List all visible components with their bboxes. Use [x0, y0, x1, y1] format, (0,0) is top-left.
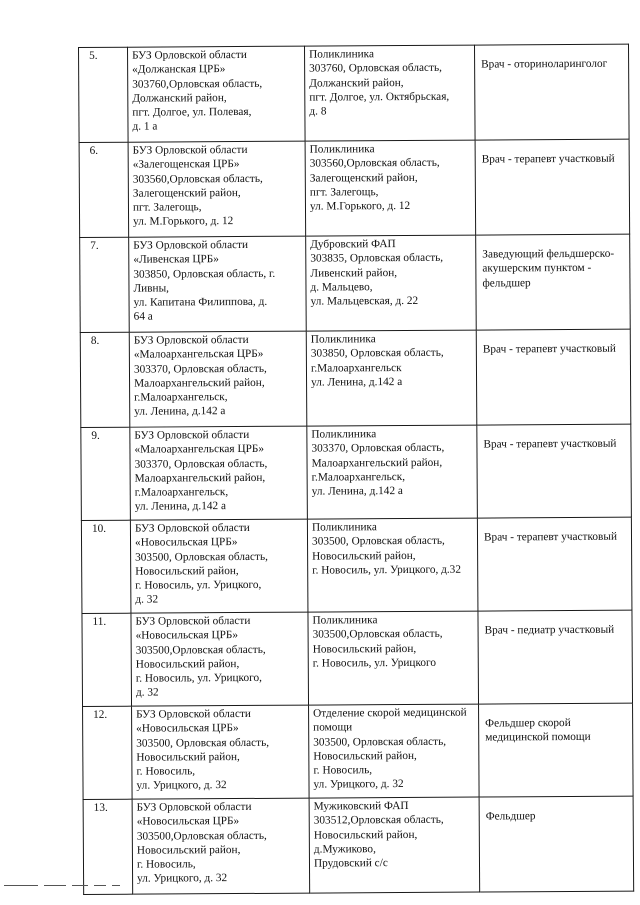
workplace-cell [308, 611, 479, 705]
workplace-line: 303500, Орловская область, [311, 535, 445, 548]
workplace-line: Новосильский район, [312, 549, 416, 563]
workplace-line: пгт. Залегощь, [309, 186, 379, 199]
organization-cell [130, 426, 308, 520]
organization-line: 303850, Орловская область, г. [133, 267, 276, 281]
vacancy-table-body [79, 44, 634, 894]
workplace-line: Дубровский ФАП [310, 238, 396, 251]
organization-cell [132, 705, 310, 799]
table-row [83, 796, 634, 894]
workplace-cell [304, 45, 475, 141]
workplace-line: д. Мальцево, [310, 281, 373, 294]
organization-line: г.Малоархангельск, [134, 391, 228, 404]
organization-line: ул. Урицкого, д. 32 [137, 872, 228, 886]
organization-line: Новосильский район, [136, 750, 240, 764]
organization-line: ул. Урицкого, д. 32 [136, 779, 227, 793]
organization-line: «Новосильская ЦРБ» [135, 629, 239, 642]
workplace-line: помощи [313, 721, 353, 734]
position-line: Врач - педиатр участковый [484, 623, 615, 637]
organization-line: БУЗ Орловской области [134, 521, 250, 535]
organization-line: Малоархангельский район, [134, 471, 266, 485]
workplace-line: г.Малоархангельск [310, 361, 402, 375]
workplace-line: Поликлиника [309, 48, 375, 61]
organization-line: Ливны, [133, 282, 170, 295]
position-line: Врач - оториноларинголог [481, 57, 608, 71]
row-number: 12. [83, 706, 133, 799]
position-line: фельдшер [482, 276, 531, 290]
organization-line: БУЗ Орловской области [136, 707, 251, 721]
workplace-cell [309, 704, 480, 798]
workplace-line: 303850, Орловская область, [310, 347, 444, 360]
scan-footer-mark [4, 884, 164, 888]
organization-line: г. Новосиль, ул. Урицкого, [135, 579, 262, 592]
workplace-line: 303370, Орловская область, [311, 442, 445, 455]
workplace-line: ул. Ленина, д.142 а [311, 375, 403, 389]
workplace-line: ул. М.Горького, д. 12 [309, 200, 411, 213]
organization-cell [128, 46, 306, 142]
workplace-line: 303512,Орловская область, [313, 814, 444, 827]
workplace-line: Отделение скорой медицинской [313, 706, 467, 720]
row-number: 9. [81, 427, 131, 520]
vacancy-table [78, 44, 634, 895]
organization-line: «Малоархангельская ЦРБ» [134, 443, 265, 456]
organization-line: БУЗ Орловской области [136, 800, 252, 814]
organization-line: Новосильский район, [136, 843, 241, 857]
position-line: Заведующий фельдшерско- [482, 247, 615, 261]
organization-line: г. Новосиль, [136, 765, 196, 778]
position-cell [477, 424, 632, 518]
table-row [80, 234, 631, 332]
organization-cell [129, 236, 307, 332]
organization-line: «Ливенская ЦРБ» [133, 253, 219, 266]
workplace-line: г. Новосиль, ул. Урицкого, д.32 [312, 563, 462, 577]
organization-line: 303500,Орловская область, [135, 643, 266, 657]
workplace-line: Поликлиника [310, 333, 376, 346]
table-row [81, 517, 632, 613]
position-line: Врач - терапевт участковый [483, 530, 618, 544]
organization-line: «Новосильская ЦРБ» [134, 536, 238, 549]
workplace-line: Новосильский район, [313, 828, 418, 842]
organization-line: Должанский район, [132, 91, 227, 105]
organization-line: г. Новосиль, [136, 858, 196, 871]
organization-line: Новосильский район, [135, 657, 240, 671]
position-line: акушерским пунктом - [482, 262, 592, 275]
organization-line: 303760,Орловская область, [132, 77, 263, 91]
organization-line: БУЗ Орловской области [132, 48, 247, 62]
row-number: 11. [82, 613, 132, 706]
position-line: Врач - терапевт участковый [482, 342, 616, 356]
position-cell [474, 44, 629, 140]
organization-line: ул. Ленина, д.142 а [134, 500, 227, 514]
table-row [79, 139, 630, 237]
workplace-line: г. Новосиль, ул. Урицкого [312, 656, 437, 670]
workplace-line: Ливенский район, [310, 266, 398, 280]
row-number: 5. [79, 47, 129, 142]
position-line: медицинской помощи [485, 731, 591, 744]
organization-line: 303500, Орловская область, [136, 736, 270, 750]
organization-line: пгт. Долгое, ул. Полевая, [132, 106, 252, 119]
workplace-line: 303760, Орловская область, [309, 62, 442, 75]
organization-line: 64 а [133, 311, 153, 324]
organization-line: БУЗ Орловской области [132, 143, 248, 157]
position-cell [479, 796, 634, 892]
organization-cell [131, 612, 309, 706]
workplace-line: ул. Ленина, д.142 а [311, 485, 403, 498]
position-line: Фельдшер скорой [485, 717, 571, 730]
workplace-line: Прудовский с/с [313, 857, 388, 870]
workplace-line: г.Малоархангельск, [311, 470, 406, 484]
workplace-line: 303835, Орловская область, [310, 252, 444, 265]
organization-line: Малоархангельский район, [134, 376, 265, 390]
workplace-line: Поликлиника [312, 614, 378, 627]
workplace-line: Поликлиника [309, 143, 375, 156]
workplace-line: пгт. Долгое, ул. Октябрьская, [309, 90, 450, 104]
workplace-line: ул. Мальцевская, д. 22 [310, 295, 419, 308]
organization-line: БУЗ Орловской области [133, 333, 249, 347]
table-row [81, 424, 632, 520]
position-cell [479, 703, 634, 797]
organization-line: БУЗ Орловской области [134, 428, 250, 442]
row-number: 6. [79, 142, 129, 237]
row-number: 8. [80, 332, 130, 427]
workplace-line: Поликлиника [311, 428, 377, 441]
position-cell [475, 139, 630, 235]
workplace-cell [306, 235, 477, 331]
organization-line: ул. Капитана Филиппова, д. [133, 296, 268, 309]
organization-line: «Малоархангельская ЦРБ» [133, 348, 264, 361]
workplace-line: Новосильский район, [312, 642, 417, 656]
workplace-cell [305, 140, 476, 236]
workplace-line: д. 8 [309, 105, 327, 118]
organization-line: «Должанская ЦРБ» [132, 63, 226, 76]
workplace-line: Должанский район, [309, 76, 404, 90]
workplace-line: 303500,Орловская область, [312, 628, 443, 641]
position-line: Врач - терапевт участковый [481, 152, 615, 166]
organization-cell [132, 798, 310, 894]
position-cell [478, 610, 633, 704]
position-cell [476, 329, 631, 425]
organization-line: 303500,Орловская область, [136, 829, 267, 843]
workplace-line: 303500, Орловская область, [313, 735, 447, 749]
row-number: 7. [80, 237, 130, 332]
organization-line: Залегощенский район, [132, 186, 241, 200]
organization-line: БУЗ Орловской области [133, 238, 249, 252]
organization-line: д. 32 [135, 594, 159, 607]
organization-line: «Новосильская ЦРБ» [136, 815, 240, 828]
workplace-line: 303560,Орловская область, [309, 157, 440, 170]
organization-line: пгт. Залегощь, [132, 201, 202, 214]
row-number: 10. [81, 520, 131, 613]
organization-line: д. 1 а [132, 121, 158, 134]
organization-line: 303370, Орловская область, [133, 362, 267, 376]
organization-line: 303370, Орловская область, [134, 457, 268, 471]
organization-cell [130, 519, 308, 613]
organization-cell [128, 141, 306, 237]
organization-line: «Новосильская ЦРБ» [136, 722, 239, 735]
organization-line: г.Малоархангельск, [134, 486, 229, 499]
workplace-line: Залегощенский район, [309, 171, 418, 185]
organization-line: д. 32 [135, 687, 159, 700]
organization-line: ул. Ленина, д.142 а [134, 405, 226, 419]
row-number: 13. [83, 799, 133, 894]
workplace-line: Новосильский район, [313, 749, 417, 763]
workplace-line: Малоархангельский район, [311, 456, 443, 470]
workplace-line: Мужиковский ФАП [313, 799, 409, 813]
workplace-line: г. Новосиль, [313, 764, 373, 777]
workplace-cell [307, 425, 478, 519]
organization-line: г. Новосиль, ул. Урицкого, [135, 672, 262, 685]
position-line: Фельдшер [485, 810, 536, 823]
table-row [82, 610, 633, 706]
organization-line: БУЗ Орловской области [135, 614, 251, 628]
organization-line: «Залегощенская ЦРБ» [132, 158, 240, 171]
table-row [83, 703, 634, 799]
table-row [80, 329, 631, 427]
table-row [79, 44, 630, 142]
workplace-line: д.Мужиково, [313, 843, 376, 856]
workplace-cell [306, 330, 477, 426]
position-cell [477, 517, 632, 611]
organization-line: 303560,Орловская область, [132, 172, 263, 186]
organization-line: Новосильский район, [135, 564, 239, 578]
workplace-cell [309, 797, 480, 893]
workplace-line: Поликлиника [311, 521, 377, 534]
organization-line: 303500, Орловская область, [135, 550, 268, 564]
position-line: Врач - терапевт участковый [483, 437, 617, 451]
position-cell [476, 234, 631, 330]
workplace-line: ул. Урицкого, д. 32 [313, 778, 404, 792]
workplace-cell [307, 518, 478, 612]
organization-line: ул. М.Горького, д. 12 [133, 215, 234, 229]
organization-cell [129, 331, 307, 427]
